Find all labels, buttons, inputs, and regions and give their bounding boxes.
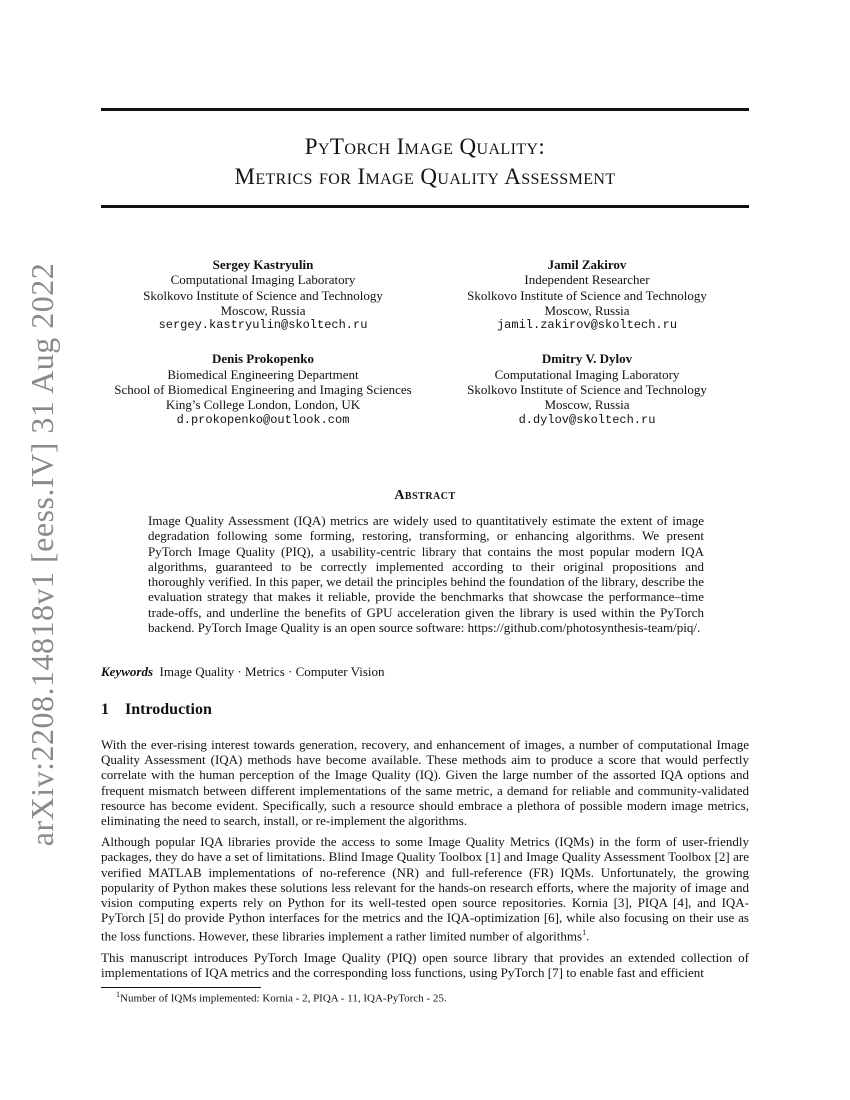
paragraph — [101, 834, 749, 944]
abstract-text: Image Quality Assessment (IQA) metrics are widely used to quantitatively estimate the extent of image degradation following some forming, restoring, transforming, or enhancing algorithms. We present PyTorch Image Quality (PIQ), a usability-centric library that contains the most popular modern IQA algorithms, guaranteed to be correctly implemented according to their original propositions and thoroughly verified. In this paper, we detail the principles behind the foundation of the library, describe the evaluation strategy that makes it reliable, provide the benchmarks that showcase the performance–time trade-offs, and underline the benefits of GPU acceleration given the library is used within the PyTorch backend. PyTorch Image Quality is an open source software: https://github.com/photosynthesis-team/piq/. — [148, 513, 704, 636]
author-card — [101, 257, 425, 333]
section-title: Introduction — [125, 701, 212, 718]
paragraph: This manuscript introduces PyTorch Image Quality (PIQ) open source library that provides an extended collection of implementations of IQA metrics and the corresponding loss functions, using PyTorch [7] to enable fast and efficient — [101, 949, 749, 981]
author-affiliation: Skolkovo Institute of Science and Technology — [467, 287, 707, 303]
author-affiliation: Computational Imaging Laboratory — [494, 366, 680, 382]
body-text — [101, 737, 749, 986]
paragraph-end: . — [586, 928, 590, 944]
section-heading — [101, 701, 212, 719]
author-affiliation: Moscow, Russia — [544, 302, 630, 318]
title-line-2: Metrics for Image Quality Assessment — [234, 164, 616, 189]
footnote-mark: 1 — [116, 990, 120, 999]
author-card — [101, 351, 425, 427]
author-affiliation: Moscow, Russia — [220, 302, 306, 318]
abstract-heading: Abstract — [394, 488, 456, 503]
title-line-1: PyTorch Image Quality: — [304, 134, 546, 159]
title-top-rule — [101, 108, 749, 111]
author-name: Jamil Zakirov — [547, 257, 627, 272]
author-name: Dmitry V. Dylov — [541, 351, 633, 367]
footnote-rule — [101, 987, 261, 988]
keywords-line — [101, 664, 749, 680]
footnote-reference[interactable]: 1 — [582, 928, 587, 938]
author-email[interactable]: jamil.zakirov@skoltech.ru — [496, 318, 678, 333]
author-affiliation: Moscow, Russia — [544, 397, 630, 413]
author-block — [101, 257, 749, 428]
author-affiliation: King’s College London, London, UK — [165, 397, 361, 413]
arxiv-identifier: arXiv:2208.14818v1 [eess.IV] 31 Aug 2022 — [24, 262, 61, 846]
section-number: 1 — [101, 701, 109, 718]
author-affiliation: Skolkovo Institute of Science and Technology — [143, 287, 383, 303]
author-card — [425, 351, 749, 427]
keywords-label: Keywords — [101, 664, 153, 679]
author-affiliation: School of Biomedical Engineering and Imaging Sciences — [114, 382, 412, 398]
keywords-text: Image Quality · Metrics · Computer Vision — [159, 664, 385, 679]
paper-title — [101, 132, 749, 192]
author-email[interactable]: d.prokopenko@outlook.com — [176, 412, 350, 427]
author-name: Sergey Kastryulin — [212, 257, 314, 272]
author-affiliation: Biomedical Engineering Department — [167, 366, 359, 382]
author-affiliation: Skolkovo Institute of Science and Technology — [467, 382, 707, 398]
author-email[interactable]: sergey.kastryulin@skoltech.ru — [158, 318, 368, 333]
footnote-text: Number of IQMs implemented: Kornia - 2, PIQA - 11, IQA-PyTorch - 25. — [120, 992, 447, 1005]
arxiv-side-stamp — [20, 262, 66, 846]
author-affiliation: Computational Imaging Laboratory — [170, 272, 356, 288]
paragraph-text: Although popular IQA libraries provide the access to some Image Quality Metrics (IQMs) in the form of user-friendly packages, they do have a set of limitations. Blind Image Quality Toolbox [1] and Image Quality Assessment Toolbox [2] are verified MATLAB implementations of no-reference (NR) and full-reference (FR) IQMs. Unfortunately, the growing popularity of Python makes these solutions less relevant for the hands-on research efforts, where the majority of image and vision computing experts rely on Python for its well-tested open source repositories. Kornia [3], PIQA [4], and IQA-PyTorch [5] do provide Python interfaces for the metrics and the IQA-optimization [6], while also focusing on their use as the loss functions. However, these libraries implement a rather limited number of algorithms — [101, 834, 749, 944]
footnote — [116, 990, 447, 1005]
title-bottom-rule — [101, 205, 749, 208]
author-email[interactable]: d.dylov@skoltech.ru — [518, 412, 656, 427]
author-affiliation: Independent Researcher — [524, 272, 650, 288]
author-name: Denis Prokopenko — [212, 351, 314, 367]
paragraph: With the ever-rising interest towards generation, recovery, and enhancement of images, a number of computational Image Quality Assessment (IQA) methods have become available. These methods aim to produce a score that would perfectly correlate with the human perception of the Image Quality (IQ). Given the large number of the assorted IQA options and frequent mismatch between different implementations of the same metric, a demand for reliable and community-validated resource has become evident. Specifically, such a resource should embrace a plethora of possible modern image metrics, eliminating the need to search, install, or re-implement the algorithms. — [101, 737, 749, 829]
author-card — [425, 257, 749, 333]
